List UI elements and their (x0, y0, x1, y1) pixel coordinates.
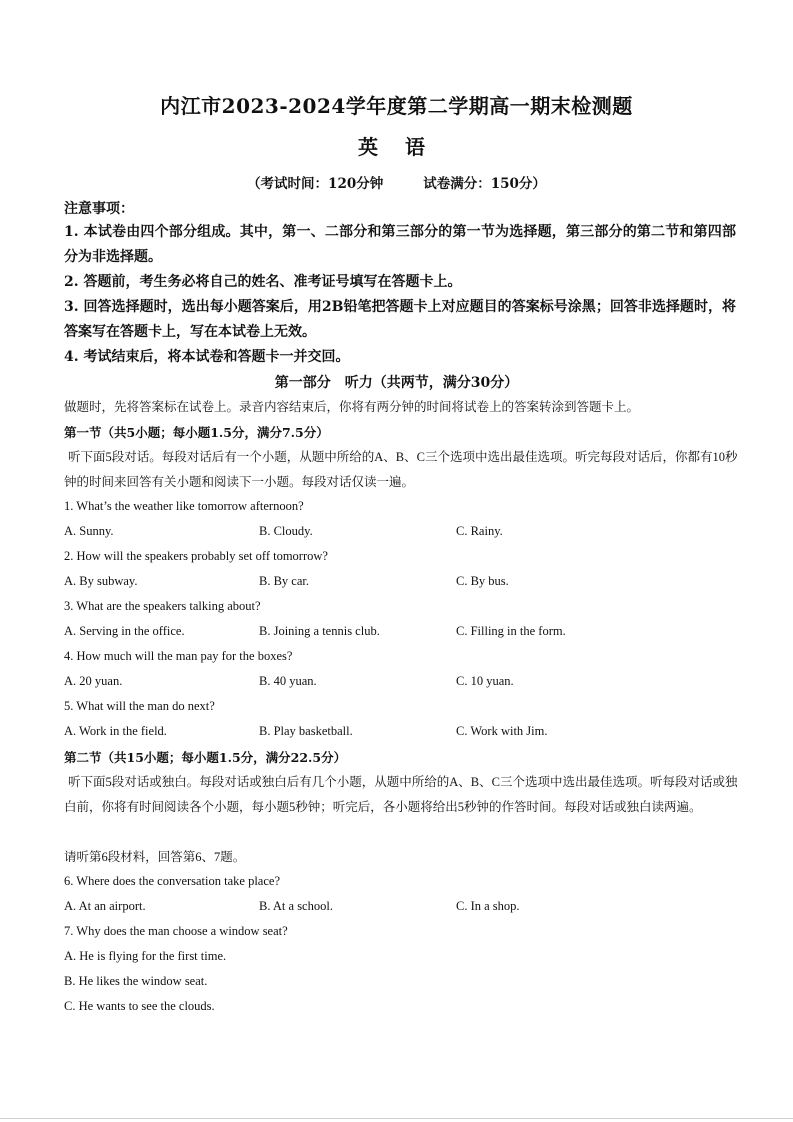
question-5-option-b: B. Play basketball. (259, 724, 353, 738)
question-7-option-b: B. He likes the window seat. (64, 974, 208, 988)
page-bottom-divider (0, 1118, 793, 1119)
question-3: 3. What are the speakers talking about? (64, 599, 261, 613)
question-2-option-b: B. By car. (259, 574, 309, 588)
question-7-option-c: C. He wants to see the clouds. (64, 999, 215, 1013)
question-5-option-c: C. Work with Jim. (456, 724, 548, 738)
question-6-option-c: C. In a shop. (456, 899, 520, 913)
note-item-1: 1. 本试卷由四个部分组成。其中，第一、二部分和第三部分的第一节为选择题，第三部分的第二节和第四部分为非选择题。 (64, 224, 736, 265)
question-1-option-a: A. Sunny. (64, 524, 114, 538)
exam-title: 内江市2023-2024学年度第二学期高一期末检测题 (160, 94, 633, 118)
exam-info (0, 172, 793, 192)
subject-title: 英 语 (358, 135, 435, 159)
question-2-option-a: A. By subway. (64, 574, 138, 588)
question-3-option-c: C. Filling in the form. (456, 624, 566, 638)
question-5: 5. What will the man do next? (64, 699, 215, 713)
question-5-option-a: A. Work in the field. (64, 724, 167, 738)
note-item-3: 3. 回答选择题时，选出每小题答案后，用2B铅笔把答题卡上对应题目的答案标号涂黑；回答非选择题时，将答案写在答题卡上，写在本试卷上无效。 (64, 299, 736, 340)
part1-title: 第一部分 听力（共两节，满分30分） (274, 375, 519, 391)
section2-instruction: 听下面5段对话或独白。每段对话或独白后有几个小题，从题中所给的A、B、C三个选项中选出最佳选项。听每段对话或独白前，你将有时间阅读各个小题，每小题5秒钟；听完后，各小题将给出5秒钟的作答时间。每段对话或独白读两遍。 (64, 775, 738, 814)
notes-title: 注意事项： (64, 201, 134, 217)
question-1-option-b: B. Cloudy. (259, 524, 313, 538)
question-2-option-c: C. By bus. (456, 574, 509, 588)
question-1-option-c: C. Rainy. (456, 524, 503, 538)
section2-title: 第二节（共15小题；每小题1.5分，满分22.5分） (64, 750, 347, 765)
question-6: 6. Where does the conversation take place? (64, 874, 280, 888)
question-4: 4. How much will the man pay for the boxes? (64, 649, 293, 663)
exam-time: （考试时间：120分钟 (247, 176, 384, 192)
question-4-option-c: C. 10 yuan. (456, 674, 514, 688)
section1-title: 第一节（共5小题；每小题1.5分，满分7.5分） (64, 425, 329, 440)
question-7-option-a: A. He is flying for the first time. (64, 949, 227, 963)
question-6-option-a: A. At an airport. (64, 899, 146, 913)
question-3-option-a: A. Serving in the office. (64, 624, 185, 638)
question-6-option-b: B. At a school. (259, 899, 333, 913)
question-7: 7. Why does the man choose a window seat? (64, 924, 288, 938)
question-3-option-b: B. Joining a tennis club. (259, 624, 380, 638)
full-score: 试卷满分：150分） (423, 176, 546, 192)
note-item-4: 4. 考试结束后，将本试卷和答题卡一并交回。 (64, 349, 350, 365)
note-item-2: 2. 答题前，考生务必将自己的姓名、准考证号填写在答题卡上。 (64, 274, 462, 290)
question-4-option-b: B. 40 yuan. (259, 674, 317, 688)
question-4-option-a: A. 20 yuan. (64, 674, 123, 688)
section1-instruction: 听下面5段对话。每段对话后有一个小题，从题中所给的A、B、C三个选项中选出最佳选项。听完每段对话后，你都有10秒钟的时间来回答有关小题和阅读下一小题。每段对话仅读一遍。 (64, 450, 738, 489)
material-note: 请听第6段材料，回答第6、7题。 (64, 850, 246, 864)
question-1: 1. What’s the weather like tomorrow afternoon? (64, 499, 304, 513)
part1-instruction: 做题时，先将答案标在试卷上。录音内容结束后，你将有两分钟的时间将试卷上的答案转涂到答题卡上。 (64, 400, 640, 414)
question-2: 2. How will the speakers probably set off tomorrow? (64, 549, 328, 563)
